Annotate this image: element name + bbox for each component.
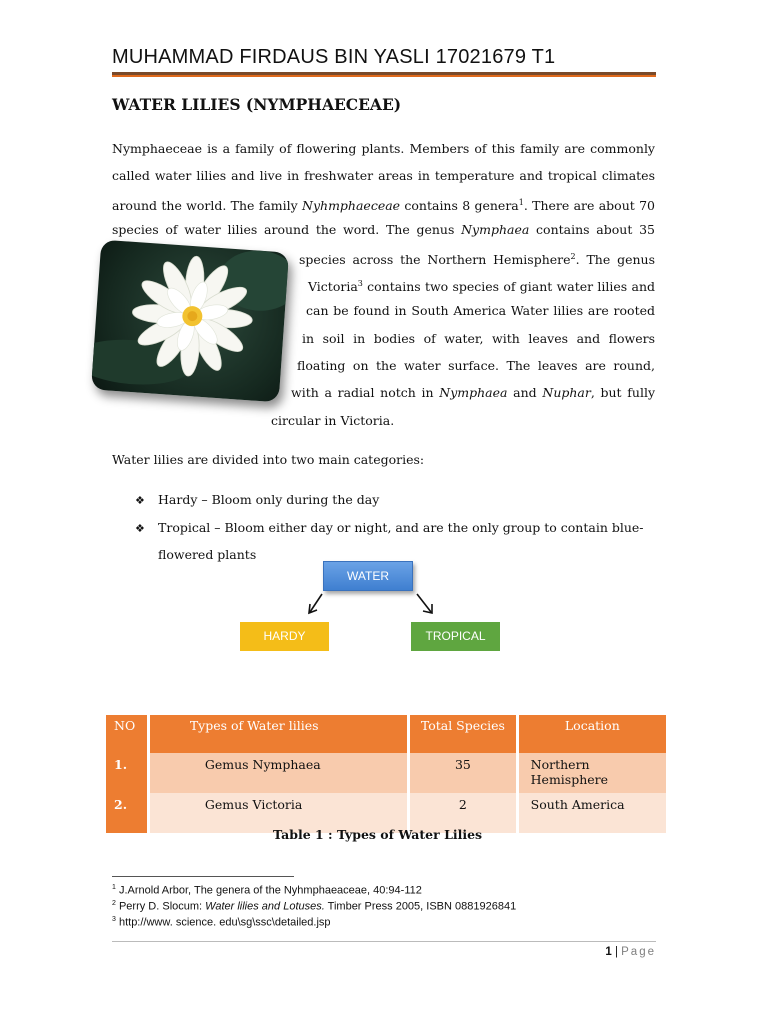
- intro-line-9: floating on the water surface. The leaves are round,: [297, 358, 655, 373]
- cell-type: Gemus Nymphaea: [148, 753, 408, 793]
- footer-rule: [112, 941, 656, 942]
- intro-line-6: Victoria$^3$ contains two species of giant water lilies and: [308, 279, 655, 295]
- intro-line-2: called water lilies and live in freshwater areas in temperature and tropical climates: [112, 168, 655, 183]
- footnote-rule: [112, 876, 294, 877]
- footnote-3: $^3$ http://www. science. edu\sg\ssc\detailed.jsp: [112, 916, 331, 929]
- table-caption: Table 1 : Types of Water Lilies: [273, 827, 483, 842]
- diagram-water-box: WATER: [323, 561, 413, 591]
- water-lily-icon: [91, 240, 289, 403]
- bullet-hardy: ❖ Hardy – Bloom only during the day: [135, 492, 380, 507]
- diamond-bullet-icon: ❖: [135, 494, 145, 507]
- table-row: [106, 753, 666, 793]
- categories-intro: Water lilies are divided into two main categories:: [112, 452, 425, 467]
- diagram-arrows: [300, 590, 450, 620]
- intro-line-8: in soil in bodies of water, with leaves and flowers: [302, 331, 655, 346]
- header-author: MUHAMMAD FIRDAUS BIN YASLI 17021679 T1: [112, 46, 556, 68]
- col-location: Location: [517, 715, 666, 753]
- cell-species: 2: [409, 793, 518, 833]
- col-no: NO: [106, 715, 148, 753]
- intro-line-3: around the world. The family Nyhmphaeceae contains 8 genera$^1$. There are about 70: [112, 198, 655, 214]
- intro-line-10: with a radial notch in Nymphaea and Nuphar, but fully: [291, 385, 656, 400]
- diagram-tropical-box: TROPICAL: [411, 622, 500, 651]
- water-lily-table: [106, 715, 666, 833]
- page-title: WATER LILIES (NYMPHAECEAE): [112, 95, 402, 114]
- page-number: 1 | Page: [605, 946, 656, 958]
- diagram-hardy-box: HARDY: [240, 622, 329, 651]
- intro-line-7: can be found in South America Water lilies are rooted: [306, 303, 655, 318]
- water-lily-photo: [91, 240, 289, 403]
- bullet-tropical-cont: flowered plants: [158, 547, 257, 562]
- cell-location: Northern Hemisphere: [517, 753, 666, 793]
- bullet-tropical: ❖ Tropical – Bloom either day or night, and are the only group to contain blue-: [135, 520, 644, 535]
- cell-type: Gemus Victoria: [148, 793, 408, 833]
- footnote-2: $^2$ Perry D. Slocum: Water lilies and Lotuses. Timber Press 2005, ISBN 0881926841: [112, 900, 517, 913]
- footnote-1: $^1$ J.Arnold Arbor, The genera of the Nyhmphaeaceae, 40:94-112: [112, 884, 422, 897]
- intro-line-1: Nymphaeceae is a family of flowering plants. Members of this family are commonly: [112, 141, 655, 156]
- intro-line-5: species across the Northern Hemisphere$^2$. The genus: [299, 252, 655, 268]
- intro-line-11: circular in Victoria.: [271, 413, 395, 428]
- diamond-bullet-icon: ❖: [135, 522, 145, 535]
- arrow-left-icon: [310, 594, 322, 612]
- cell-no: 2.: [106, 793, 148, 833]
- table-header-row: [106, 715, 666, 753]
- cell-no: 1.: [106, 753, 148, 793]
- header-rule-accent: [112, 75, 656, 77]
- cell-species: 35: [409, 753, 518, 793]
- arrow-right-icon: [417, 594, 431, 612]
- col-type: Types of Water lilies: [148, 715, 408, 753]
- cell-location: South America: [517, 793, 666, 833]
- col-species: Total Species: [409, 715, 518, 753]
- intro-line-4: species of water lilies around the word. The genus Nymphaea contains about 35: [112, 222, 655, 237]
